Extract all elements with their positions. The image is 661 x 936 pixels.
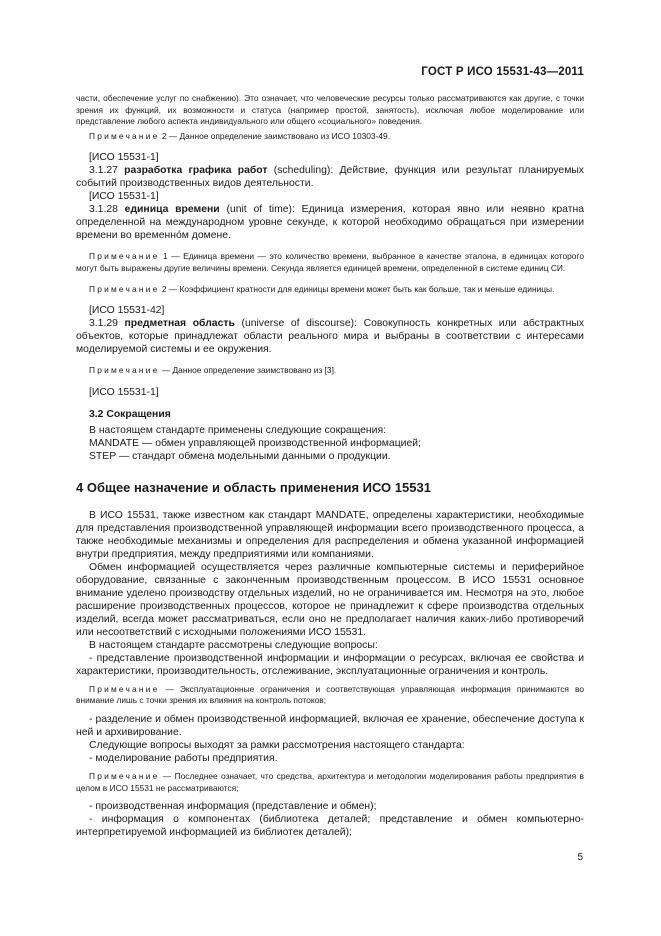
paragraph: Обмен информацией осуществляется через различные компьютерные системы и периферийное оборудование, связанные с законченным производственным процессом. В ИСО 15531 основное внимание уделено производству отдельных изделий, но не ограничивается им. Несмотря на это, любое расширение производственных процессов, которое не принадлежит к сфере производства отдельных изделий, всегда может рассматриваться, если оно не предполагает наличия каких-либо противоречий или несоответствий с исходными положениями ИСО 15531. bbox=[76, 561, 584, 638]
note-text: 2 — Коэффициент кратности для единицы времени может быть как больше, так и меньше единицы. bbox=[161, 283, 555, 294]
page-number: 5 bbox=[577, 852, 583, 863]
note-label: Примечание bbox=[89, 283, 160, 294]
list-item: - разделение и обмен производственной информацией, включая ее хранение, обеспечение доступа к ней и архивирование. bbox=[76, 713, 584, 738]
document-header: ГОСТ Р ИСО 15531-43—2011 bbox=[421, 66, 584, 78]
reference: [ИСО 15531-42] bbox=[89, 305, 165, 317]
term-definition: (unit of time): Единица измерения, которая явно или неявно кратна определенной на международном уровне секунде, к которой необходимо обращаться при измерении времени во временно́м домене. bbox=[76, 204, 584, 242]
term-name: разработка графика работ bbox=[124, 165, 268, 177]
list-item: - моделирование работы предприятия. bbox=[89, 752, 278, 764]
note-label: Примечание bbox=[89, 365, 160, 376]
section-heading: 4 Общее назначение и область применения ИСО 15531 bbox=[76, 479, 431, 495]
reference: [ИСО 15531-1] bbox=[89, 191, 159, 203]
paragraph: В настоящем стандарте рассмотрены следующие вопросы: bbox=[89, 639, 378, 651]
list-item: - информация о компонентах (библиотека деталей; представление и обмен компьютерно-интерпретируемой информацией из библиотек деталей); bbox=[76, 814, 584, 839]
reference: [ИСО 15531-1] bbox=[89, 386, 159, 398]
definition-3-1-28 bbox=[76, 203, 584, 242]
note-paragraph bbox=[76, 365, 584, 377]
paragraph-continuation: части, обеспечение услуг по снабжению). Это означает, что человеческие ресурсы только рассматриваются как другие, с точки зрения их функций, их возможности и статуса (например простой, занятость), исключая любое моделирование или представление любого аспекта индивидуального или общего «социального» поведения. bbox=[76, 93, 584, 127]
note-label: Примечание bbox=[89, 251, 160, 262]
reference: [ИСО 15531-1] bbox=[89, 152, 159, 164]
term-number: 3.1.28 bbox=[89, 204, 118, 216]
note-paragraph bbox=[76, 684, 584, 707]
note-text: — Эксплуатационные ограничения и соответствующая управляющая информация принимаются во внимание лишь с точки зрения их влияния на контроль потоков; bbox=[76, 683, 584, 706]
note-paragraph bbox=[76, 284, 584, 296]
term-definition: (universe of discourse): Совокупность конкретных или абстрактных объектов, которые принадлежат области реального мира и выбраны в соответствии с интересами моделируемой системы и ее окружения. bbox=[76, 318, 585, 356]
note-text: 1 — Единица времени — это количество времени, выбранное в качестве эталона, в единицах которого могут быть выражены другие величины времени. Секунда является единицей времени, определенной в системе единиц СИ. bbox=[76, 251, 584, 273]
definition-3-1-27 bbox=[76, 164, 584, 190]
subsection-heading: 3.2 Сокращения bbox=[89, 408, 171, 420]
note-text: 2 — Данное определение заимствовано из ИСО 10303-49. bbox=[161, 130, 391, 141]
term-name: предметная область bbox=[124, 318, 235, 330]
note-paragraph bbox=[76, 251, 584, 274]
term-number: 3.1.27 bbox=[89, 165, 118, 177]
note-paragraph bbox=[76, 771, 584, 794]
page-content bbox=[76, 93, 584, 839]
paragraph: Следующие вопросы выходят за рамки рассмотрения настоящего стандарта: bbox=[89, 739, 465, 751]
term-name: единица времени bbox=[124, 204, 220, 216]
note-paragraph bbox=[76, 131, 584, 143]
term-definition: (scheduling): Действие, функция или результат планируемых событий производственных видов деятельности. bbox=[76, 165, 585, 190]
note-label: Примечание bbox=[89, 130, 160, 141]
list-item: - производственная информация (представление и обмен); bbox=[89, 801, 377, 813]
list-item: - представление производственной информации и информации о ресурсах, включая ее свойства и характеристики, производительность, отслеживание, эксплуатационные ограничения и контроль. bbox=[76, 652, 584, 677]
abbreviation-item: MANDATE — обмен управляющей производственной информацией; bbox=[89, 437, 421, 449]
note-text: — Последнее означает, что средства, архитектура и методологии моделирования работы предприятия в целом в ИСО 15531 не рассматриваются; bbox=[76, 770, 585, 793]
note-text: — Данное определение заимствовано из [3]. bbox=[161, 365, 337, 376]
definition-3-1-29 bbox=[76, 317, 584, 356]
note-label: Примечание bbox=[89, 683, 160, 694]
paragraph: В настоящем стандарте применены следующие сокращения: bbox=[89, 424, 386, 436]
paragraph: В ИСО 15531, также известном как стандарт MANDATE, определены характеристики, необходимые для представления производственной управляющей информации всего производственного процесса, а также необходимые механизмы и определения для распределения и обмена указанной информацией внутри предприятия, между предприятиями или компаниями. bbox=[76, 509, 584, 560]
abbreviation-item: STEP — стандарт обмена модельными данными о продукции. bbox=[89, 450, 391, 462]
note-label: Примечание bbox=[89, 770, 160, 781]
term-number: 3.1.29 bbox=[89, 318, 118, 330]
